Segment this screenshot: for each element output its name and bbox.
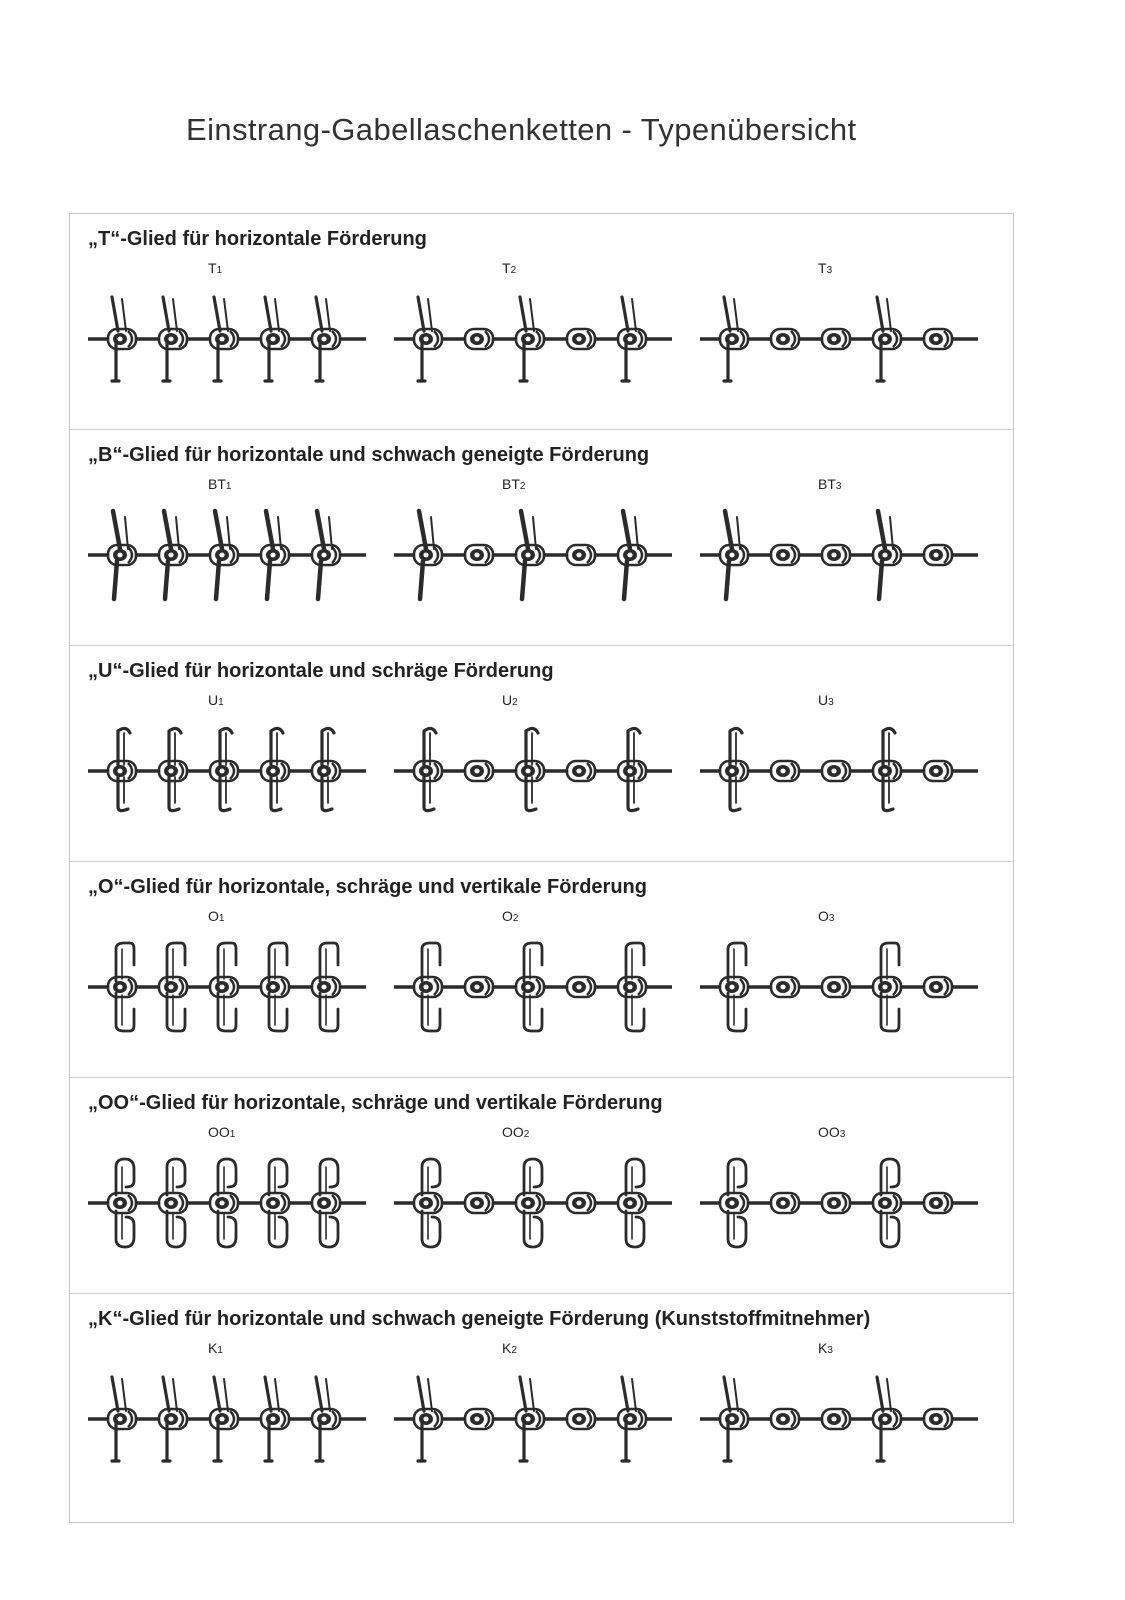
chain-link xyxy=(924,1193,952,1213)
chain-link xyxy=(924,329,952,349)
chain-link xyxy=(516,1409,544,1429)
chain-variant-k2 xyxy=(388,1338,688,1508)
chain-link xyxy=(261,1409,289,1429)
variant-index: 3 xyxy=(826,265,833,276)
chain-variant-bt1 xyxy=(82,474,382,644)
chain-link xyxy=(822,977,850,997)
variant-index: 1 xyxy=(217,1345,223,1356)
chain-link xyxy=(516,761,544,781)
variant-prefix: T xyxy=(502,260,511,276)
variant-prefix: T xyxy=(208,260,217,276)
chain-link xyxy=(720,1409,748,1429)
chain-drawing xyxy=(82,1338,372,1508)
chain-link xyxy=(822,329,850,349)
variant-prefix: OO xyxy=(208,1124,230,1140)
variant-index: 1 xyxy=(216,265,223,276)
variant-index: 3 xyxy=(827,1345,833,1356)
variant-prefix: U xyxy=(502,692,513,708)
chain-link xyxy=(567,977,595,997)
chain-variant-o1 xyxy=(82,906,382,1076)
chain-link xyxy=(312,329,340,349)
chain-link xyxy=(873,977,901,997)
chain-link xyxy=(414,1193,442,1213)
variant-index: 2 xyxy=(510,265,517,276)
chain-link xyxy=(873,1409,901,1429)
chain-link xyxy=(567,761,595,781)
chain-link xyxy=(873,761,901,781)
chain-variant-o3 xyxy=(694,906,994,1076)
section-heading: „K“-Glied für horizontale und schwach geneigte Förderung (Kunststoffmitnehmer) xyxy=(88,1308,871,1330)
chain-link xyxy=(414,977,442,997)
section-t-glied xyxy=(70,214,1013,430)
variant-prefix: K xyxy=(208,1340,218,1356)
chain-variant-u1 xyxy=(82,690,382,860)
chain-link xyxy=(924,977,952,997)
chain-link xyxy=(924,1409,952,1429)
variant-prefix: BT xyxy=(208,476,226,492)
chain-variant-bt2 xyxy=(388,474,688,644)
variant-index: 1 xyxy=(218,913,225,924)
variant-index: 2 xyxy=(511,1345,517,1356)
page-title: Einstrang-Gabellaschenketten - Typenübersicht xyxy=(186,112,857,147)
chain-drawing xyxy=(694,1338,984,1508)
chain-link xyxy=(771,329,799,349)
chain-variant-u2 xyxy=(388,690,688,860)
chain-link xyxy=(159,1193,187,1213)
section-heading: „B“-Glied für horizontale und schwach geneigte Förderung xyxy=(88,444,650,466)
variant-prefix: O xyxy=(208,908,219,924)
chain-link xyxy=(771,761,799,781)
section-heading: „U“-Glied für horizontale und schräge Förderung xyxy=(88,660,554,682)
chain-drawing xyxy=(82,258,372,428)
chain-variant-t1 xyxy=(82,258,382,428)
section-heading: „O“-Glied für horizontale, schräge und vertikale Förderung xyxy=(88,876,647,898)
chain-link xyxy=(465,329,493,349)
chain-drawing xyxy=(694,1122,984,1292)
chain-link xyxy=(261,761,289,781)
variant-prefix: OO xyxy=(502,1124,524,1140)
chain-link xyxy=(720,329,748,349)
chain-variant-o2 xyxy=(388,906,688,1076)
chain-link xyxy=(261,329,289,349)
chain-link xyxy=(108,329,136,349)
chain-link xyxy=(822,1409,850,1429)
variant-index: 2 xyxy=(512,697,518,708)
chain-drawing xyxy=(82,474,372,644)
chain-variant-k1 xyxy=(82,1338,382,1508)
chain-link xyxy=(618,977,646,997)
variant-prefix: U xyxy=(208,692,219,708)
chain-drawing xyxy=(388,690,678,860)
chain-link xyxy=(159,329,187,349)
chain-link xyxy=(210,1193,238,1213)
chain-variant-oo3 xyxy=(694,1122,994,1292)
chain-link xyxy=(465,545,493,565)
chain-drawing xyxy=(388,906,678,1076)
chain-link xyxy=(465,1193,493,1213)
variant-prefix: O xyxy=(502,908,513,924)
chain-drawing xyxy=(694,906,984,1076)
chain-link xyxy=(414,1409,442,1429)
chain-link xyxy=(720,761,748,781)
chain-link xyxy=(108,761,136,781)
section-oo-glied xyxy=(70,1078,1013,1294)
chain-link xyxy=(771,545,799,565)
chain-link xyxy=(108,977,136,997)
chain-link xyxy=(261,1193,289,1213)
chain-link xyxy=(618,329,646,349)
chain-link xyxy=(618,761,646,781)
chain-drawing xyxy=(388,1338,678,1508)
chain-link xyxy=(465,1409,493,1429)
variant-index: 3 xyxy=(828,697,834,708)
chain-variant-bt3 xyxy=(694,474,994,644)
section-o-glied xyxy=(70,862,1013,1078)
chain-link xyxy=(924,545,952,565)
chain-drawing xyxy=(82,906,372,1076)
chain-link xyxy=(261,977,289,997)
chain-link xyxy=(720,977,748,997)
chain-link xyxy=(312,761,340,781)
chain-link xyxy=(822,1193,850,1213)
chain-link xyxy=(414,329,442,349)
chain-link xyxy=(210,329,238,349)
variant-index: 3 xyxy=(835,481,842,492)
chain-link xyxy=(210,977,238,997)
chain-link xyxy=(567,329,595,349)
section-k-glied xyxy=(70,1294,1013,1510)
chain-drawing xyxy=(388,258,678,428)
chain-variant-k3 xyxy=(694,1338,994,1508)
chain-variant-oo2 xyxy=(388,1122,688,1292)
variant-prefix: O xyxy=(818,908,829,924)
variant-index: 1 xyxy=(218,697,224,708)
variant-index: 1 xyxy=(225,481,232,492)
chain-link xyxy=(465,977,493,997)
chain-variant-t2 xyxy=(388,258,688,428)
chain-link xyxy=(924,761,952,781)
chain-link xyxy=(771,1193,799,1213)
chain-drawing xyxy=(694,258,984,428)
variant-prefix: T xyxy=(818,260,827,276)
chain-link xyxy=(516,977,544,997)
chain-variant-oo1 xyxy=(82,1122,382,1292)
chain-drawing xyxy=(388,1122,678,1292)
chain-link xyxy=(312,1409,340,1429)
variant-index: 2 xyxy=(512,913,519,924)
variant-index: 2 xyxy=(523,1129,530,1140)
chain-variant-t3 xyxy=(694,258,994,428)
variant-prefix: OO xyxy=(818,1124,840,1140)
section-u-glied xyxy=(70,646,1013,862)
chain-link xyxy=(873,329,901,349)
chain-drawing xyxy=(694,690,984,860)
section-heading: „T“-Glied für horizontale Förderung xyxy=(88,228,427,250)
chain-link xyxy=(618,1193,646,1213)
variant-prefix: K xyxy=(818,1340,828,1356)
chain-link xyxy=(210,761,238,781)
chain-link xyxy=(108,1409,136,1429)
variant-prefix: K xyxy=(502,1340,512,1356)
chain-drawing xyxy=(82,1122,372,1292)
chain-link xyxy=(567,1409,595,1429)
chain-link xyxy=(822,545,850,565)
variant-index: 1 xyxy=(229,1129,236,1140)
chain-link xyxy=(720,1193,748,1213)
chain-link xyxy=(465,761,493,781)
chain-link xyxy=(873,1193,901,1213)
chain-link xyxy=(108,1193,136,1213)
variant-index: 2 xyxy=(519,481,526,492)
chain-link xyxy=(822,761,850,781)
chain-link xyxy=(159,761,187,781)
chain-link xyxy=(159,1409,187,1429)
chain-drawing xyxy=(82,690,372,860)
chain-link xyxy=(618,1409,646,1429)
chain-link xyxy=(516,329,544,349)
chain-drawing xyxy=(388,474,678,644)
chain-link xyxy=(771,1409,799,1429)
variant-prefix: U xyxy=(818,692,829,708)
chain-link xyxy=(159,977,187,997)
variant-index: 3 xyxy=(828,913,835,924)
variant-prefix: BT xyxy=(818,476,836,492)
chain-link xyxy=(771,977,799,997)
chain-link xyxy=(516,1193,544,1213)
chain-link xyxy=(312,977,340,997)
chain-drawing xyxy=(694,474,984,644)
chain-link xyxy=(567,545,595,565)
chain-variant-u3 xyxy=(694,690,994,860)
chain-link xyxy=(312,1193,340,1213)
type-overview-frame xyxy=(69,213,1014,1523)
section-b-glied xyxy=(70,430,1013,646)
section-heading: „OO“-Glied für horizontale, schräge und vertikale Förderung xyxy=(88,1092,663,1114)
chain-link xyxy=(210,1409,238,1429)
variant-prefix: BT xyxy=(502,476,520,492)
chain-link xyxy=(567,1193,595,1213)
variant-index: 3 xyxy=(839,1129,846,1140)
chain-link xyxy=(414,761,442,781)
